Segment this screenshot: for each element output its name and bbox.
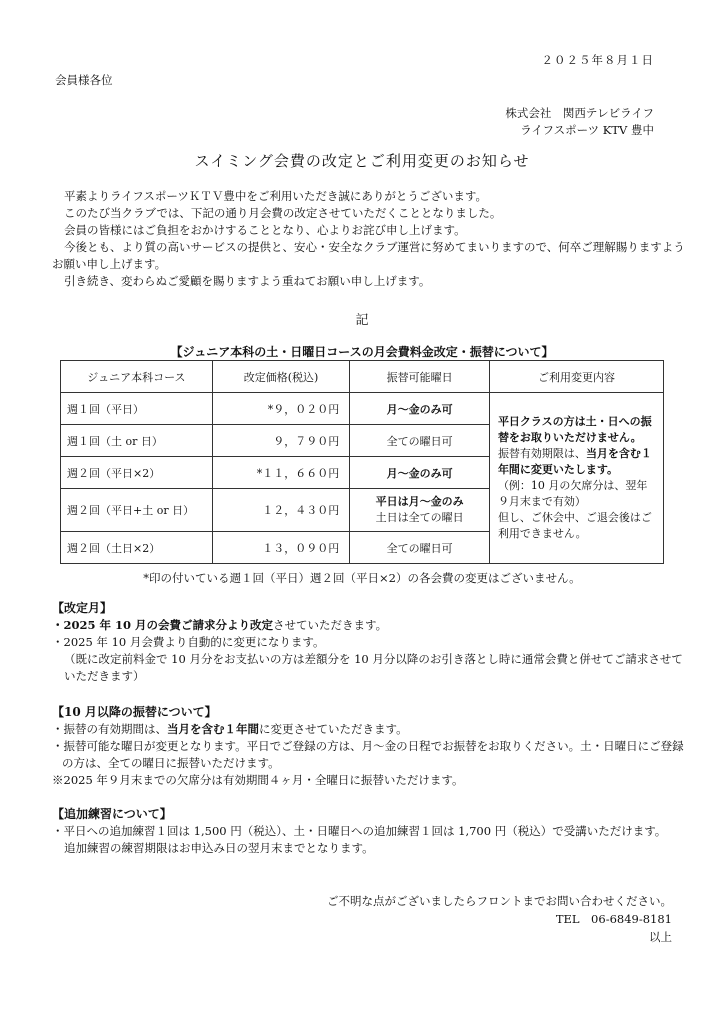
course-cell: 週２回（平日×2） <box>61 457 213 489</box>
day-main: 平日は月〜金のみ <box>375 495 464 508</box>
intro-line: 平素よりライフスポーツＫＴＶ豊中をご利用いただき誠にありがとうございます。 <box>64 189 487 203</box>
course-cell: 週１回（土 or 日） <box>61 425 213 457</box>
table-header-row <box>61 361 664 393</box>
day-cell <box>350 489 490 532</box>
section-line-rest: させていただきます。 <box>273 618 388 632</box>
section-line: 追加練習の練習期限はお申込み日の翌月末までとなります。 <box>64 841 374 855</box>
section-line: ・2025 年 10 月会費より自動的に変更になります。 <box>52 635 325 649</box>
section-line <box>52 617 692 634</box>
section-line-b: に変更させていただきます。 <box>259 722 408 736</box>
tel-number: TEL 06-6849-8181 <box>555 912 672 926</box>
section-line: ・平日への追加練習１回は 1,500 円（税込）、土・日曜日への追加練習１回は 1,700 円（税込）で受講いただけます。 <box>52 824 667 838</box>
intro-line: このたび当クラブでは、下記の通り月会費の改定させていただくこととなりました。 <box>64 206 502 220</box>
table-note: *印の付いている週１回（平日）週２回（平日×2）の各会費の変更はございません。 <box>143 571 581 585</box>
change-cell <box>489 393 663 564</box>
footer-contact <box>327 892 672 946</box>
sender-company: 株式会社 関西テレビライフ <box>505 106 654 120</box>
course-cell: 週１回（平日） <box>61 393 213 425</box>
price-cell: １２，４３０円 <box>212 489 349 532</box>
fee-table <box>60 360 664 564</box>
header-course: ジュニア本科コース <box>61 361 213 393</box>
section-line <box>52 721 692 738</box>
table-caption: 【ジュニア本科の土・日曜日コースの月会費料金改定・振替について】 <box>170 345 554 359</box>
header-day: 振替可能曜日 <box>350 361 490 393</box>
section-line: ・振替可能な曜日が変更となります。平日でご登録の方は、月〜金の日程でお振替をお取りください。土・日曜日にご登録の方は、全ての曜日に振替いただけます。 <box>52 739 684 770</box>
contact-text: ご不明な点がございましたらフロントまでお問い合わせください。 <box>327 894 672 908</box>
section-revision-month <box>52 600 692 685</box>
change-bold-1: 平日クラスの方は土・日への振替をお取りいただけません。 <box>497 415 652 444</box>
intro-line: 会員の皆様にはご負担をおかけすることとなり、心よりお詫び申し上げます。 <box>64 223 466 237</box>
price-cell: *１１，６６０円 <box>212 457 349 489</box>
section-heading: 【10 月以降の振替について】 <box>52 705 217 719</box>
day-cell: 月〜金のみ可 <box>350 393 490 425</box>
change-text-2: （例：10 月の欠席分は、翌年９月末まで有効） <box>497 479 648 508</box>
table-row <box>61 393 664 425</box>
section-heading: 【追加練習について】 <box>52 807 172 821</box>
price-cell: ９，７９０円 <box>212 425 349 457</box>
intro-line: 引き続き、変わらぬご愛顧を賜りますよう重ねてお願い申し上げます。 <box>64 274 431 288</box>
course-cell: 週２回（土日×2） <box>61 532 213 564</box>
section-line: ※2025 年９月末までの欠席分は有効期間４ヶ月・全曜日に振替いただけます。 <box>52 773 464 787</box>
section-line-bold: ・2025 年 10 月の会費ご請求分より改定 <box>52 618 274 632</box>
addressee: 会員様各位 <box>55 73 113 87</box>
closing-mark: 以上 <box>649 930 672 944</box>
intro-line: 今後とも、より質の高いサービスの提供と、安心・安全なクラブ運営に努めてまいりますので、何卒ご理解賜りますようお願い申し上げます。 <box>52 240 685 271</box>
section-line-a: ・振替の有効期間は、 <box>52 722 167 736</box>
intro-paragraph <box>52 188 692 290</box>
document-date: ２０２５年８月１日 <box>541 53 654 67</box>
header-price: 改定価格(税込) <box>212 361 349 393</box>
price-cell: １３，０９０円 <box>212 532 349 564</box>
price-cell: *９，０２０円 <box>212 393 349 425</box>
day-cell: 全ての曜日可 <box>350 532 490 564</box>
course-cell: 週２回（平日+土 or 日） <box>61 489 213 532</box>
section-transfer <box>52 704 692 789</box>
document-title: スイミング会費の改定とご利用変更のお知らせ <box>194 152 530 170</box>
change-text-1: 振替有効期限は、 <box>497 447 586 460</box>
day-cell: 全ての曜日可 <box>350 425 490 457</box>
sender-facility: ライフスポーツ KTV 豊中 <box>520 123 654 137</box>
header-change: ご利用変更内容 <box>489 361 663 393</box>
section-line-bold: 当月を含む１年間 <box>167 722 259 736</box>
change-bold-2: 当月を含む１年間に変更いたします。 <box>497 447 652 476</box>
section-line: （既に改定前料金で 10 月分をお支払いの方は差額分を 10 月分以降のお引き落とし時に通常会費と併せてご請求させていただきます） <box>64 652 683 683</box>
section-extra-practice <box>52 806 692 857</box>
change-text-3: 但し、ご休会中、ご退会後はご利用できません。 <box>497 511 652 540</box>
day-sub: 土日は全ての曜日 <box>375 511 464 524</box>
section-heading: 【改定月】 <box>52 601 113 615</box>
day-cell: 月〜金のみ可 <box>350 457 490 489</box>
ki-mark: 記 <box>355 313 369 328</box>
